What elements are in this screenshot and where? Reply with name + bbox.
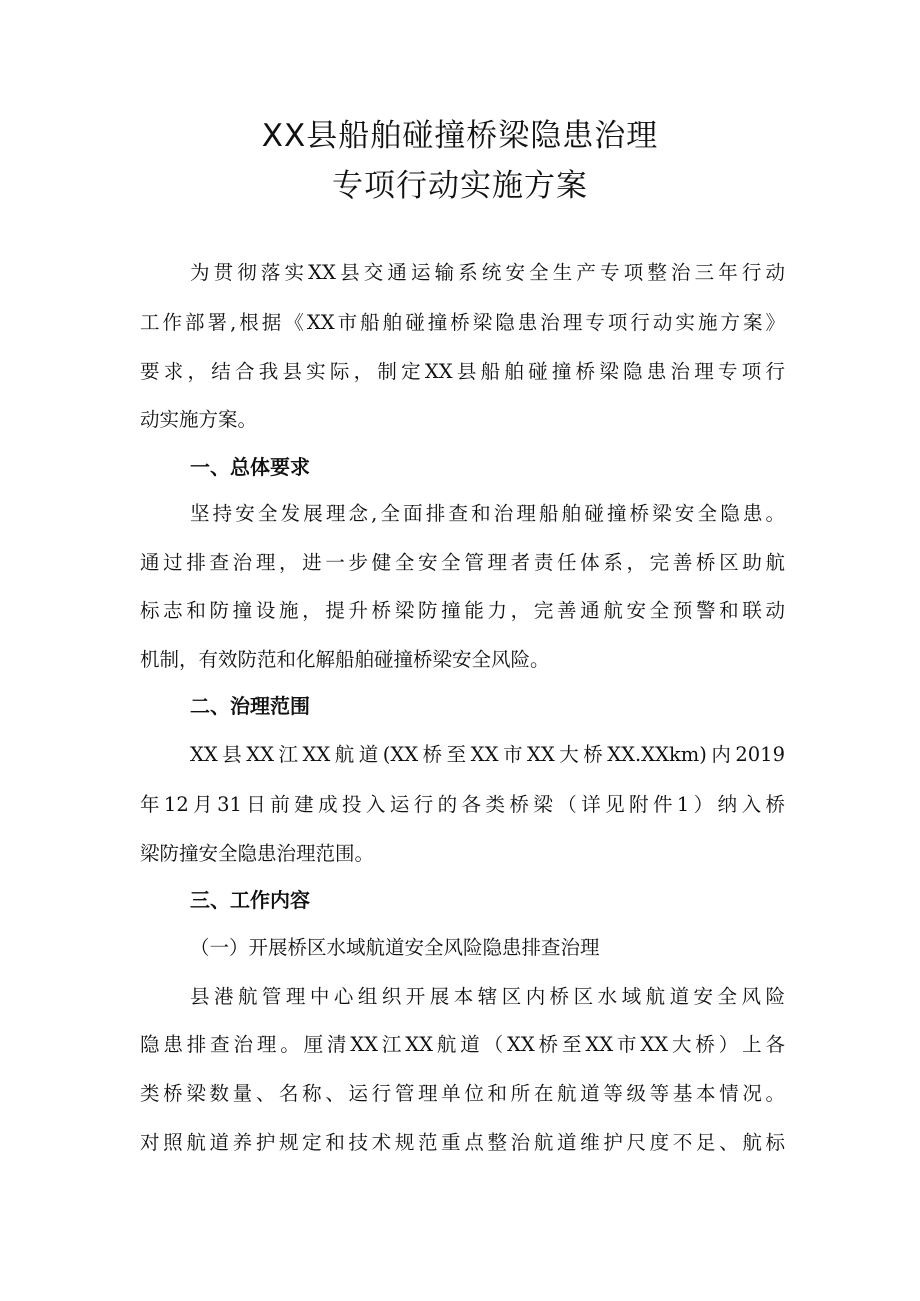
intro-line-4: 动实施方案。 — [140, 408, 258, 431]
intro-line-1: 为贯彻落实XX县交通运输系统安全生产专项整治三年行动 — [190, 261, 785, 284]
section-3-line-1: 县港航管理中心组织开展本辖区内桥区水域航道安全风险 — [190, 985, 785, 1008]
section-3-line-4: 对照航道养护规定和技术规范重点整治航道维护尺度不足、航标 — [140, 1131, 785, 1154]
section-3-subheading: （一）开展桥区水域航道安全风险隐患排查治理 — [190, 936, 600, 959]
section-3-heading: 三、工作内容 — [190, 888, 310, 912]
section-3-line-3: 类桥梁数量、名称、运行管理单位和所在航道等级等基本情况。 — [140, 1082, 785, 1105]
section-1-line-4: 机制，有效防范和化解船舶碰撞桥梁安全风险。 — [140, 648, 550, 671]
section-1-line-3: 标志和防撞设施，提升桥梁防撞能力，完善通航安全预警和联动 — [140, 599, 785, 622]
section-2-line-1: XX县XX江XX航道(XX桥至XX市XX大桥XX.XXkm)内2019 — [190, 743, 785, 766]
section-3-line-2: 隐患排查治理。厘清XX江XX航道（XX桥至XX市XX大桥）上各 — [140, 1033, 785, 1056]
section-2-heading: 二、治理范围 — [190, 694, 310, 718]
document-title-line-1: XX县船舶碰撞桥梁隐患治理 — [261, 118, 659, 154]
intro-line-3: 要求，结合我县实际，制定XX县船舶碰撞桥梁隐患治理专项行 — [140, 360, 785, 383]
section-1-line-1: 坚持安全发展理念,全面排查和治理船舶碰撞桥梁安全隐患。 — [190, 502, 785, 525]
intro-line-2: 工作部署,根据《XX市船舶碰撞桥梁隐患治理专项行动实施方案》 — [140, 311, 785, 334]
section-1-line-2: 通过排查治理，进一步健全安全管理者责任体系，完善桥区助航 — [140, 551, 785, 574]
section-2-line-3: 梁防撞安全隐患治理范围。 — [140, 842, 375, 865]
section-2-line-2: 年12月31日前建成投入运行的各类桥梁（详见附件1）纳入桥 — [140, 793, 785, 816]
section-1-heading: 一、总体要求 — [190, 455, 310, 479]
document-title-line-2: 专项行动实施方案 — [332, 168, 588, 204]
